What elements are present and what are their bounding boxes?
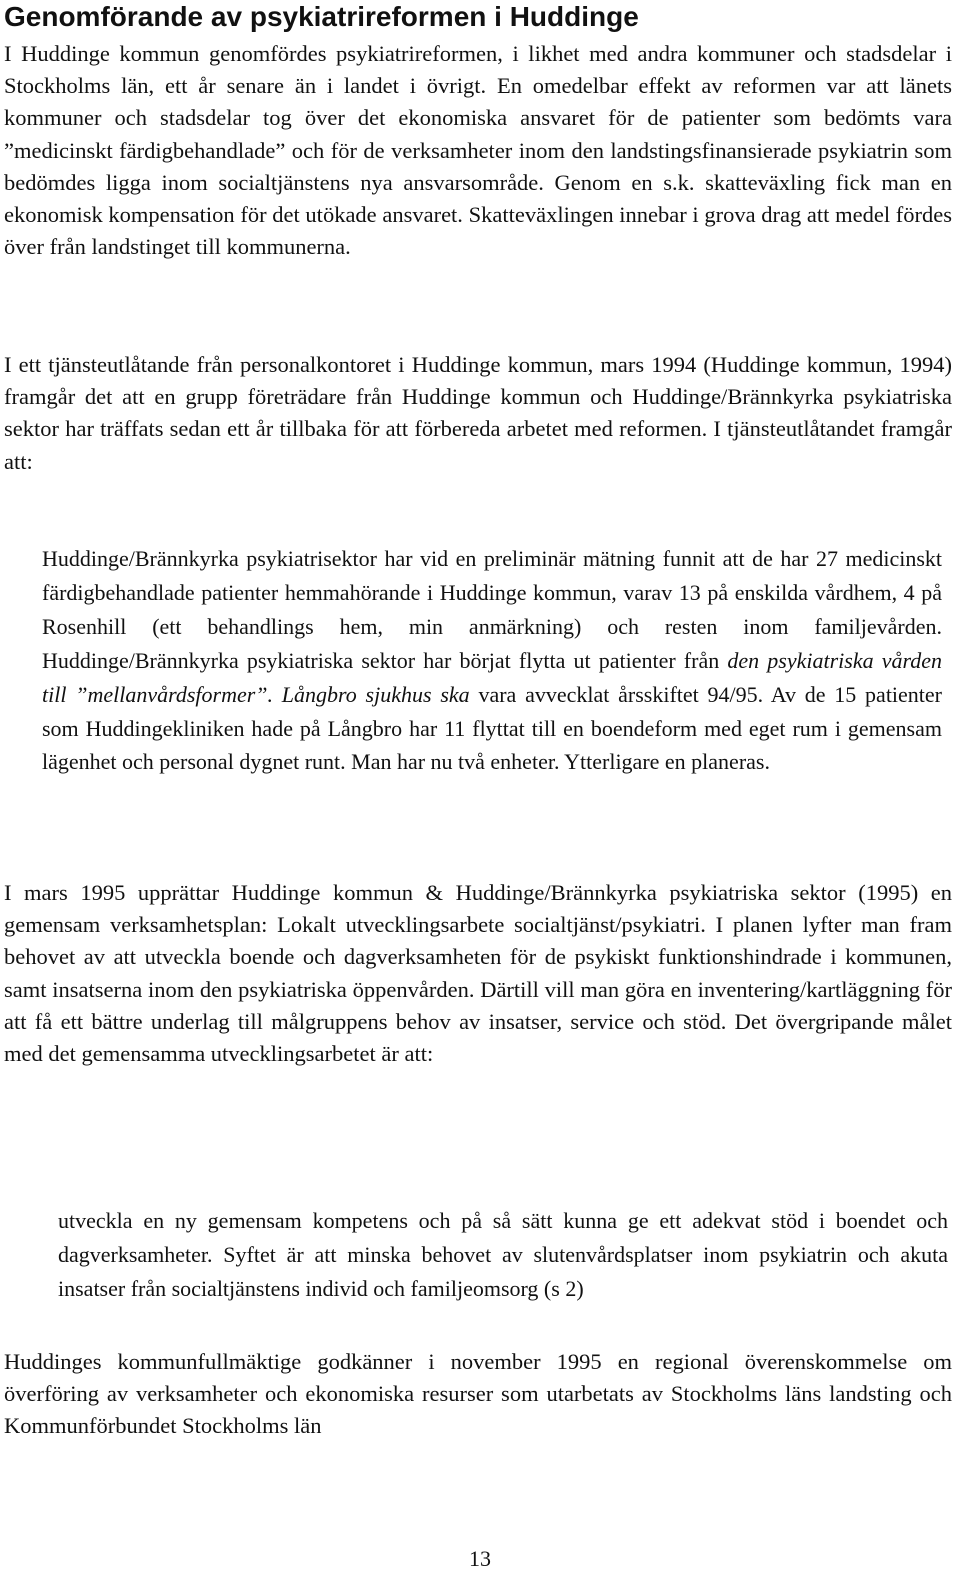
page-number: 13	[469, 1546, 491, 1571]
paragraph-tjansteutlatande: I ett tjänsteutlåtande från personalkontoret i Huddinge kommun, mars 1994 (Huddinge kommun, 1994) framgår det att en grupp företrädare från Huddinge kommun och Huddinge/Brännkyrka psykiatriska sektor har träffats sedan ett år tillbaka för att förbereda arbetet med reformen. I tjänsteutlåtandet framgår att:	[4, 352, 952, 474]
quote-text-a: Huddinge/Brännkyrka psykiatrisektor har vid en preliminär mätning funnit att de har 27 medicinskt färdigbehandlade patienter hemmahörande i Huddinge kommun, varav 13 på enskilda vårdhem, 4 på Rosenhill (ett behandlings hem, min anmärkning) och resten inom familjevården. Huddinge/Brännkyrka psykiatriska sektor har börjat flytta ut patienter från	[42, 546, 942, 673]
section-heading: Genomförande av psykiatrireformen i Huddinge	[4, 1, 639, 32]
block-quote-utvecklingsarbete: utveckla en ny gemensam kompetens och på så sätt kunna ge ett adekvat stöd i boendet och dagverksamheter. Syftet är att minska behovet av slutenvårdsplatser inom psykiatrin och akuta insatser från socialtjänstens individ och familjeomsorg (s 2)	[58, 1208, 948, 1301]
paragraph-reform-intro: I Huddinge kommun genomfördes psykiatrireformen, i likhet med andra kommuner och stadsdelar i Stockholms län, ett år senare än i landet i övrigt. En omedelbar effekt av reformen var att länets kommuner och stadsdelar tog över det ekonomiska ansvaret för de patienter som bedömts vara ”medicinskt färdigbehandlade” och för de verksamheter inom den landstingsfinansierade psykiatrin som bedömdes ligga inom socialtjänstens nya ansvarsområde. Genom en s.k. skatteväxling fick man en ekonomisk kompensation för det utökade ansvaret. Skatteväxlingen innebar i grova drag att medel fördes över från landstinget till kommunerna.	[4, 41, 952, 260]
quote-italic-text: den psykiatriska vården till ”mellanvårdsformer”. Långbro sjukhus ska	[42, 647, 943, 707]
block-quote-psykiatrisektor	[42, 542, 942, 779]
quote-text-b: vara avvecklat årsskiftet 94/95. Av de 15 patienter som Huddingekliniken hade på Långbro har 11 flyttat till en boendeform med eget rum i gemensam lägenhet och personal dygnet runt. Man har nu två enheter. Ytterligare en planeras.	[42, 681, 943, 775]
paragraph-verksamhetsplan: I mars 1995 upprättar Huddinge kommun & Huddinge/Brännkyrka psykiatriska sektor (1995) en gemensam verksamhetsplan: Lokalt utvecklingsarbete socialtjänst/psykiatri. I planen lyfter man fram behovet av att utveckla boende och dagverksamheten för de psykiskt funktionshindrade i kommunen, samt insatserna inom den psykiatriska öppenvården. Därtill vill man göra en inventering/kartläggning för att få ett bättre underlag till målgruppens behov av insatser, service och stöd. Det övergripande målet med det gemensamma utvecklingsarbetet är att:	[4, 880, 952, 1067]
paragraph-kommunfullmaktige: Huddinges kommunfullmäktige godkänner i november 1995 en regional överenskommelse om överföring av verksamheter och ekonomiska resurser som utarbetats av Stockholms läns landsting och Kommunförbundet Stockholms län	[4, 1349, 952, 1439]
